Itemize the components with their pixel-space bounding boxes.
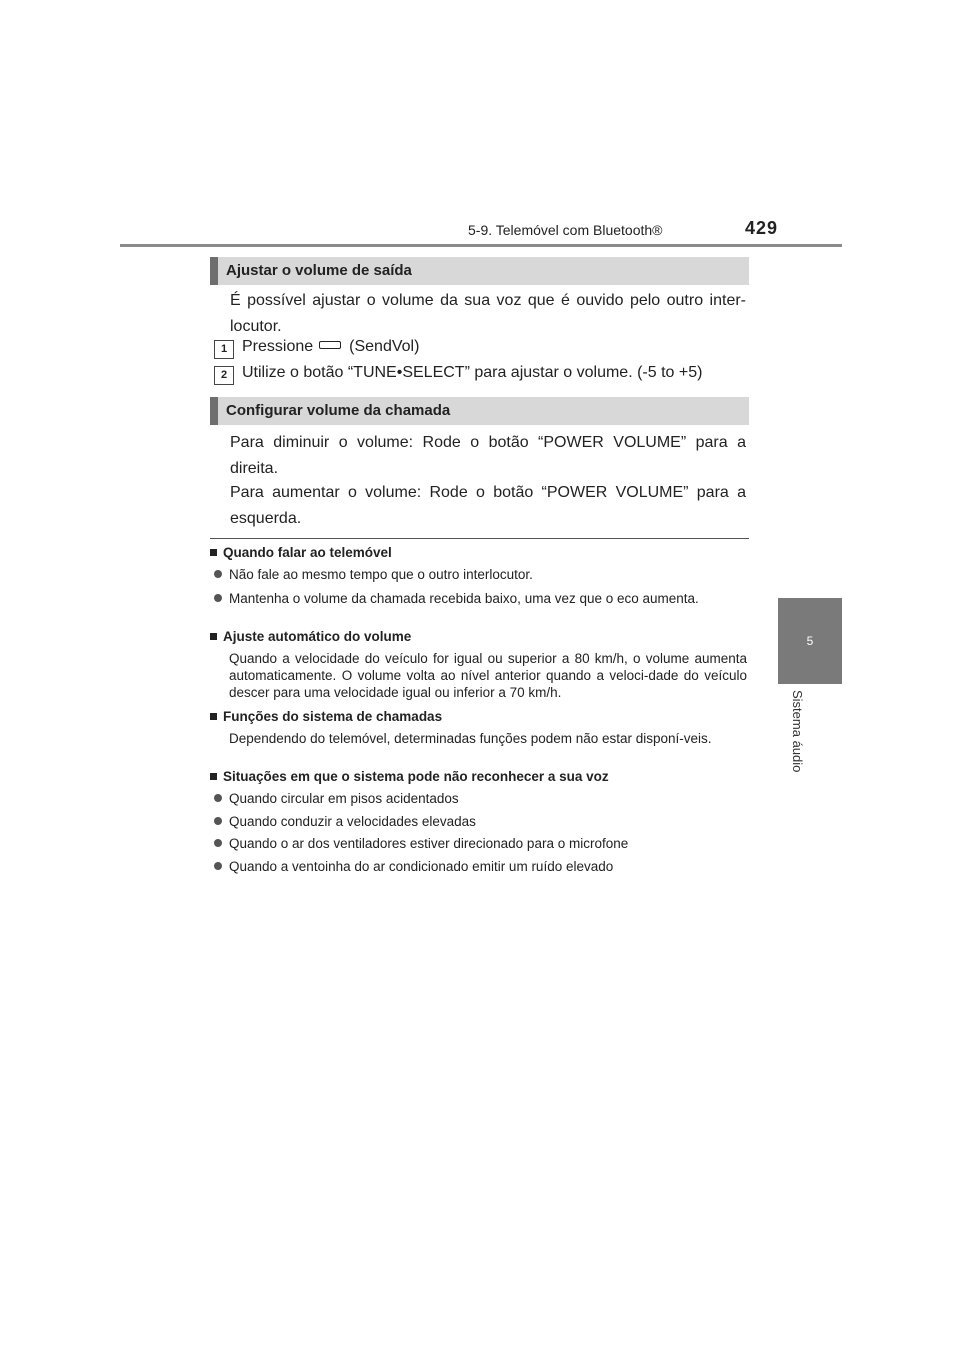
square-bullet-icon xyxy=(210,633,217,640)
section-accent xyxy=(210,397,218,425)
note-heading-text: Ajuste automático do volume xyxy=(223,629,412,644)
step-text-before: Pressione xyxy=(242,338,314,355)
section-accent xyxy=(210,257,218,285)
chapter-tab: 5 xyxy=(778,598,842,684)
running-header: 5-9. Telemóvel com Bluetooth® xyxy=(468,222,663,238)
note-paragraph: Quando a velocidade do veículo for igual ou superior a 80 km/h, o volume aumenta automaticamente. O volume volta ao nível anterior quando a veloci-dade do veículo descer para uma velocidade igual ou inferior a 70 km/h. xyxy=(229,651,747,700)
bullet-dot-icon xyxy=(214,570,222,578)
button-icon xyxy=(319,341,341,349)
section2-increase: Para aumentar o volume: Rode o botão “POWER VOLUME” para a esquerda. xyxy=(230,484,746,527)
step-number-box: 2 xyxy=(214,366,234,385)
chapter-label: Sistema áudio xyxy=(790,690,805,773)
bullet-dot-icon xyxy=(214,817,222,825)
list-item-text: Mantenha o volume da chamada recebida baixo, uma vez que o eco aumenta. xyxy=(229,591,699,606)
note-paragraph: Dependendo do telemóvel, determinadas funções podem não estar disponí-veis. xyxy=(229,731,712,746)
section-heading-output-volume xyxy=(210,257,749,285)
note-heading-text: Funções do sistema de chamadas xyxy=(223,709,443,724)
list-item-text: Quando circular em pisos acidentados xyxy=(229,791,459,806)
step-number-box: 1 xyxy=(214,340,234,359)
step-text-after: (SendVol) xyxy=(349,338,420,355)
list-item xyxy=(214,835,747,852)
page-number: 429 xyxy=(745,218,779,238)
note-heading xyxy=(210,545,392,560)
list-item xyxy=(214,813,747,830)
list-item-text: Quando conduzir a velocidades elevadas xyxy=(229,814,476,829)
list-item xyxy=(214,566,747,583)
header-rule xyxy=(120,244,842,247)
note-heading-text: Situações em que o sistema pode não reconhecer a sua voz xyxy=(223,769,609,784)
bullet-dot-icon xyxy=(214,839,222,847)
list-item-text: Quando a ventoinha do ar condicionado emitir um ruído elevado xyxy=(229,859,614,874)
step-text: Utilize o botão “TUNE•SELECT” para ajustar o volume. (-5 to +5) xyxy=(242,364,703,381)
list-item xyxy=(214,790,747,807)
square-bullet-icon xyxy=(210,549,217,556)
list-item-text: Não fale ao mesmo tempo que o outro interlocutor. xyxy=(229,567,533,582)
section-heading-call-volume xyxy=(210,397,749,425)
bullet-dot-icon xyxy=(214,862,222,870)
list-item-text: Quando o ar dos ventiladores estiver direcionado para o microfone xyxy=(229,836,629,851)
step-text xyxy=(242,338,419,356)
square-bullet-icon xyxy=(210,713,217,720)
square-bullet-icon xyxy=(210,773,217,780)
section2-decrease: Para diminuir o volume: Rode o botão “POWER VOLUME” para a direita. xyxy=(230,434,746,477)
note-heading xyxy=(210,769,609,784)
note-heading xyxy=(210,709,442,724)
list-item xyxy=(214,590,747,607)
note-heading xyxy=(210,629,411,644)
notes-divider xyxy=(210,538,749,539)
bullet-dot-icon xyxy=(214,794,222,802)
section1-intro: É possível ajustar o volume da sua voz que é ouvido pelo outro inter-locutor. xyxy=(230,292,746,335)
note-heading-text: Quando falar ao telemóvel xyxy=(223,545,392,560)
bullet-dot-icon xyxy=(214,594,222,602)
list-item xyxy=(214,858,747,875)
section-title: Configurar volume da chamada xyxy=(226,402,451,419)
section-title: Ajustar o volume de saída xyxy=(226,262,412,279)
